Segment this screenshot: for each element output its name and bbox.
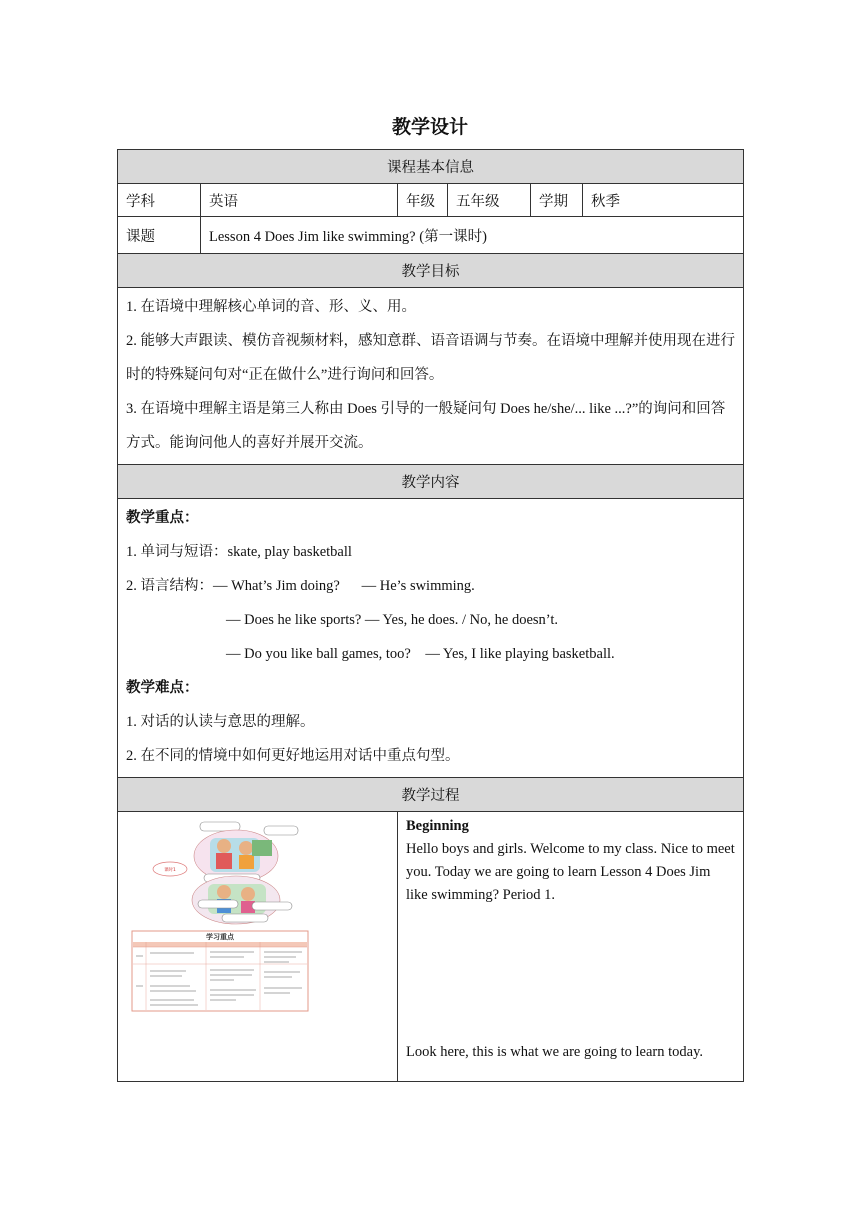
key-point-4: — Do you like ball games, too? — Yes, I like playing basketball. <box>226 646 615 662</box>
objectives-cell <box>118 288 744 465</box>
mini-table-title: 学习重点 <box>206 933 234 941</box>
section-header-objectives: 教学目标 <box>118 254 744 288</box>
key-points-title: 教学重点： <box>126 510 199 526</box>
term-value: 秋季 <box>583 184 744 217</box>
key-point-1: 1. 单词与短语：skate, play basketball <box>126 544 352 560</box>
process-text-cell <box>398 812 744 1082</box>
topic-value: Lesson 4 Does Jim like swimming? (第一课时) <box>201 217 744 254</box>
objective-item-3: 3. 在语境中理解主语是第三人称由 Does 引导的一般疑问句 Does he/she/... like ...?”的询问和回答方式。能询问他人的喜好并展开交流。 <box>126 401 726 451</box>
lesson-illustration <box>124 816 316 1021</box>
section-header-process: 教学过程 <box>118 778 744 812</box>
difficulty-1: 1. 对话的认读与意思的理解。 <box>126 714 315 730</box>
subject-label: 学科 <box>118 184 201 217</box>
grade-label: 年级 <box>398 184 448 217</box>
objective-item-1: 1. 在语境中理解核心单词的音、形、义、用。 <box>126 299 416 315</box>
topic-label: 课题 <box>118 217 201 254</box>
beginning-text: Hello boys and girls. Welcome to my class. Nice to meet you. Today we are going to learn Lesson 4 Does Jim like swimming? Period 1. <box>406 841 735 903</box>
image-label: 课时1 <box>164 868 176 873</box>
look-here-text: Look here, this is what we are going to learn today. <box>406 1044 704 1060</box>
lesson-plan-table <box>117 149 744 1082</box>
key-point-3: — Does he like sports? — Yes, he does. / No, he doesn’t. <box>226 612 558 628</box>
document-title: 教学设计 <box>391 116 468 138</box>
section-header-basic-info: 课程基本信息 <box>118 150 744 184</box>
term-label: 学期 <box>531 184 583 217</box>
beginning-title: Beginning <box>406 818 469 834</box>
difficulty-2: 2. 在不同的情境中如何更好地运用对话中重点句型。 <box>126 748 460 764</box>
subject-value: 英语 <box>201 184 398 217</box>
objective-item-2: 2. 能够大声跟读、模仿音视频材料，感知意群、语音语调与节奏。在语境中理解并使用现在进行时的特殊疑问句对“正在做什么”进行询问和回答。 <box>126 333 735 383</box>
section-header-content: 教学内容 <box>118 465 744 499</box>
grade-value: 五年级 <box>448 184 531 217</box>
key-point-2: 2. 语言结构：— What’s Jim doing? — He’s swimming. <box>126 578 475 594</box>
process-image-cell <box>118 812 398 1082</box>
difficulties-title: 教学难点： <box>126 680 199 696</box>
content-cell <box>118 499 744 778</box>
